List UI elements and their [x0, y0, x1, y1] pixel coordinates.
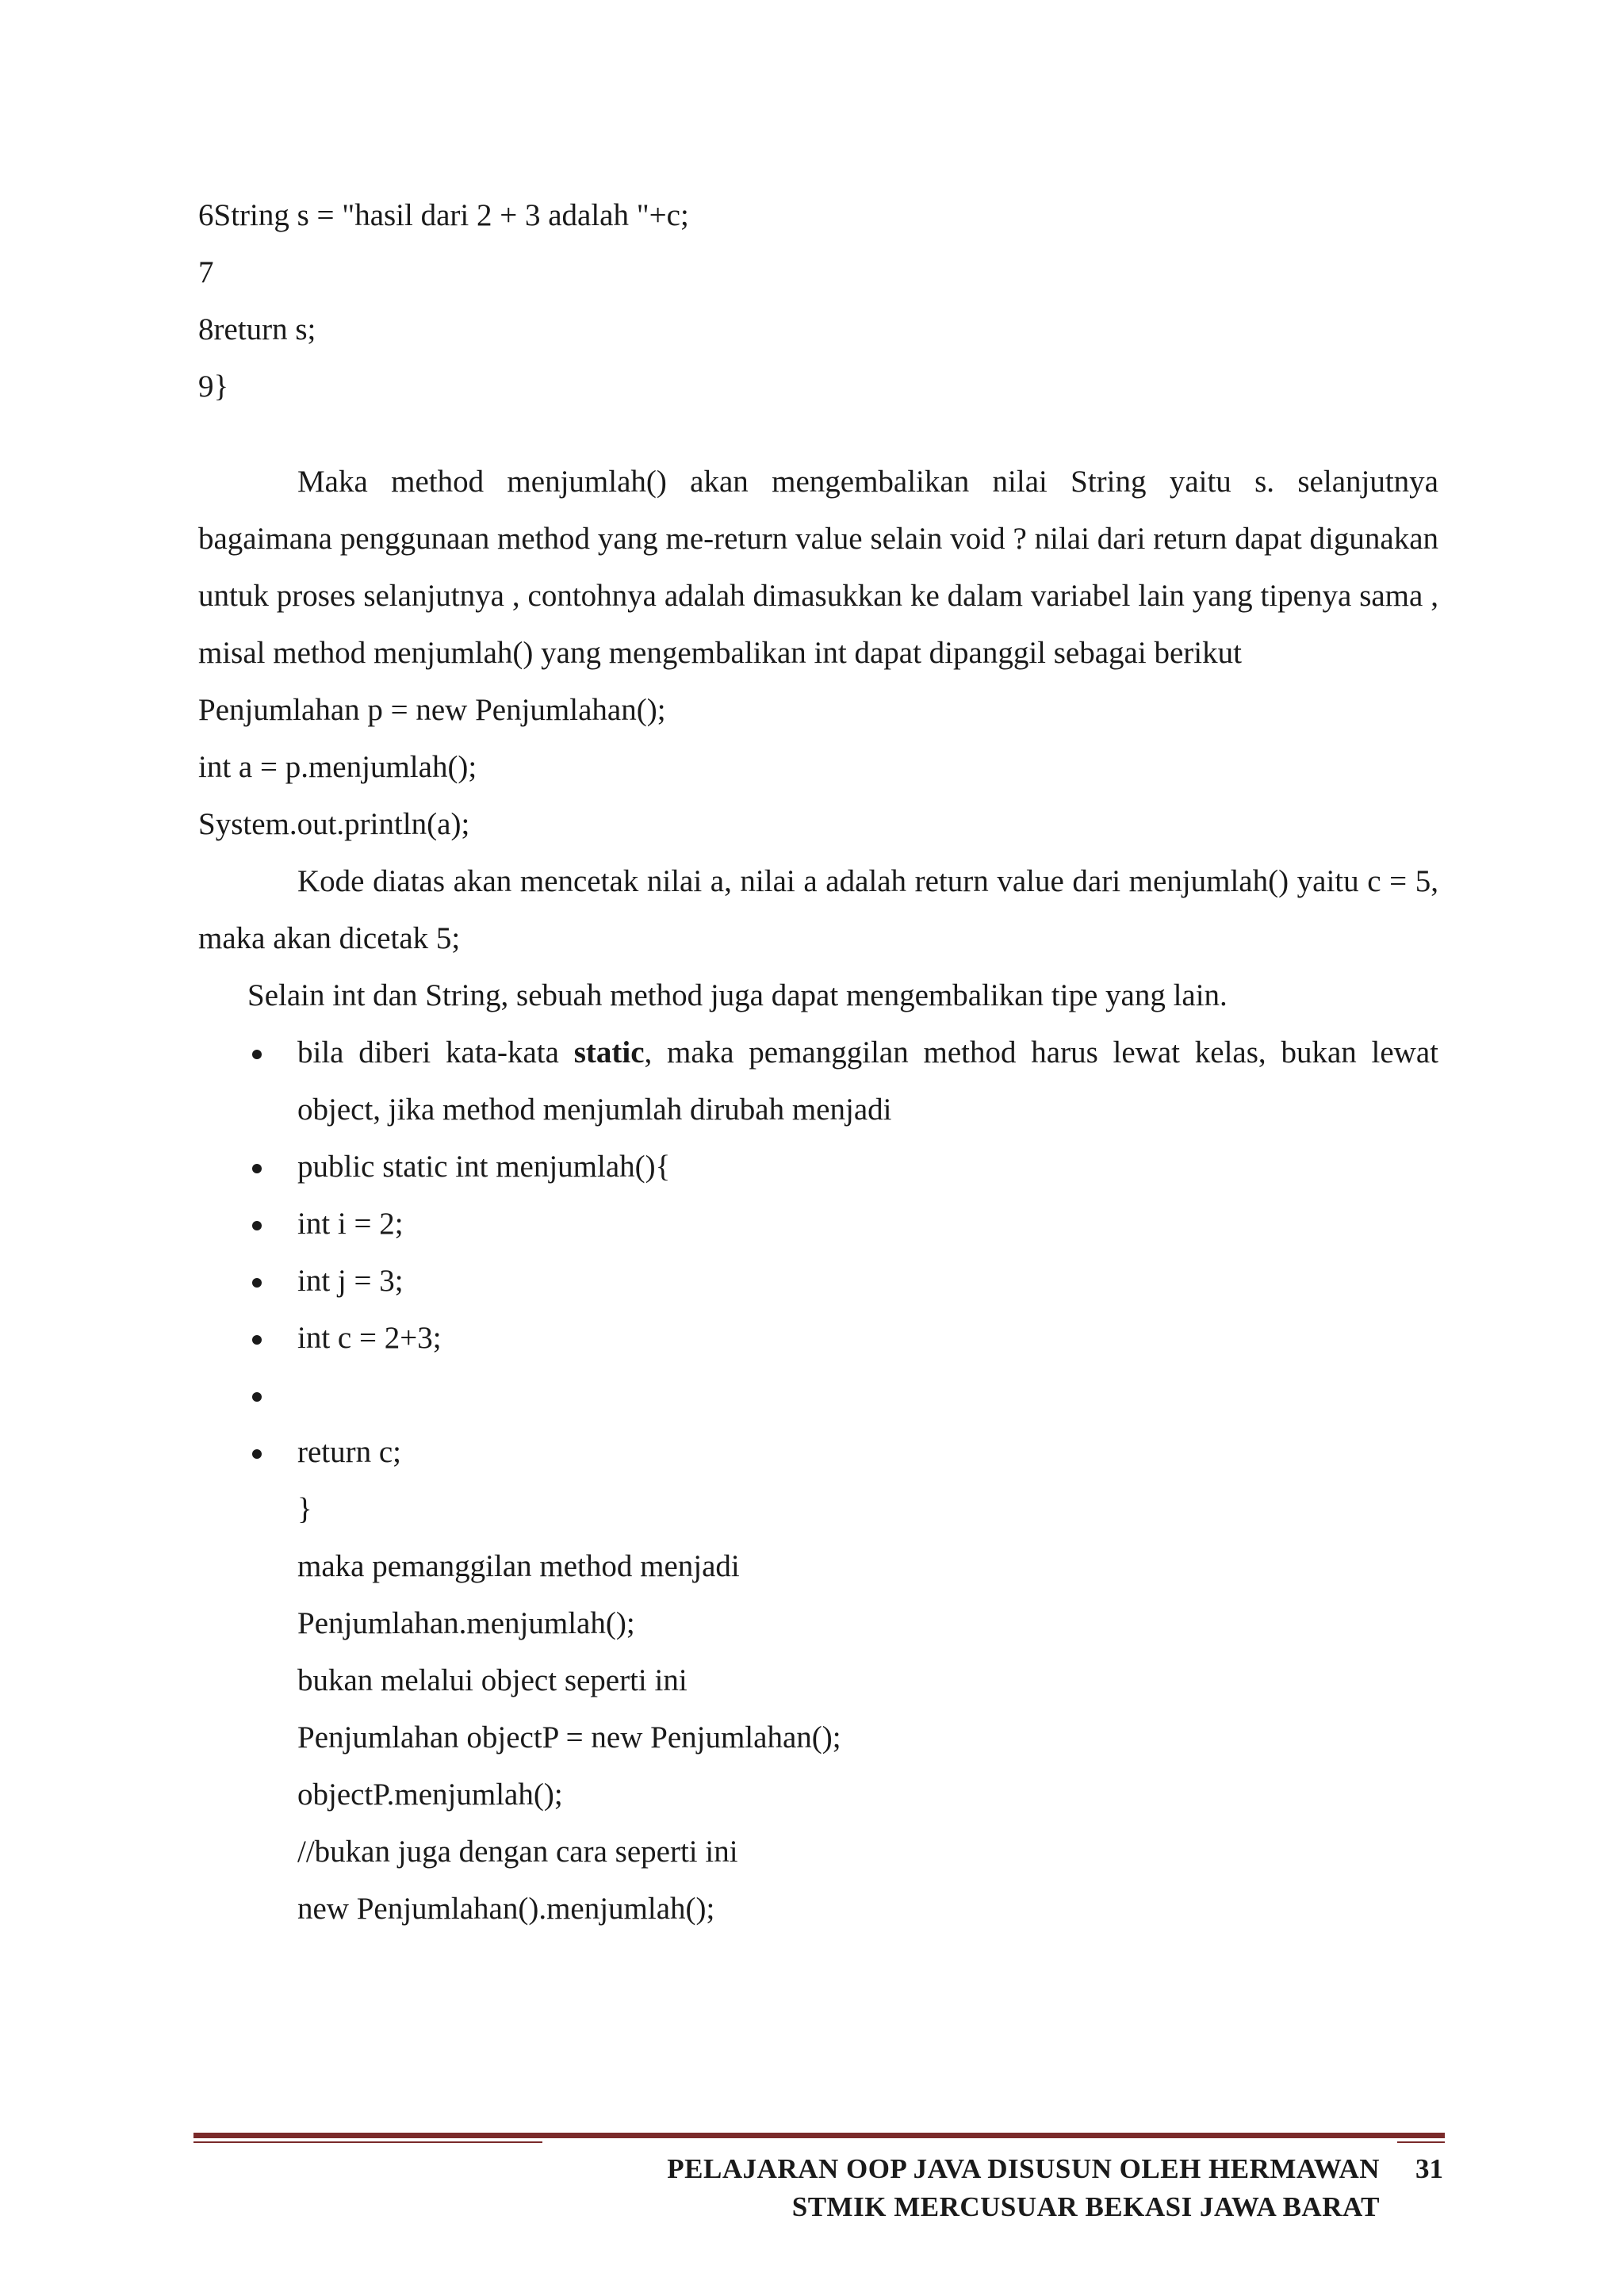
list-item-text: int c = 2+3; — [297, 1321, 442, 1355]
code-line: bukan melalui object seperti ini — [297, 1663, 688, 1697]
footer-text — [476, 2150, 1380, 2226]
code-line: Penjumlahan.menjumlah(); — [297, 1606, 635, 1640]
code-line: } — [297, 1492, 312, 1526]
list-item — [297, 1196, 1438, 1253]
code-line: 8return s; — [198, 312, 316, 346]
code-line: //bukan juga dengan cara seperti ini — [297, 1835, 738, 1869]
bullet-icon — [250, 1024, 266, 1081]
footer-line-1: PELAJARAN OOP JAVA DISUSUN OLEH HERMAWAN — [667, 2153, 1380, 2184]
bullet-icon — [250, 1253, 266, 1310]
footer-rule — [193, 2133, 1445, 2138]
list-item — [297, 1424, 1438, 1481]
code-line: objectP.menjumlah(); — [297, 1777, 563, 1812]
code-line: int a = p.menjumlah(); — [198, 750, 477, 784]
bullet-icon — [250, 1424, 266, 1481]
code-block-after-bullets — [198, 1481, 1438, 1938]
code-line: new Penjumlahan().menjumlah(); — [297, 1892, 715, 1926]
code-block-mid — [198, 682, 1438, 853]
paragraph-text: Maka method menjumlah() akan mengembalikan nilai String yaitu s. selanjutnya bagaimana penggunaan method yang me-return value selain void ? nilai dari return dapat digunakan untuk proses selanjutnya , contohnya adalah dimasukkan ke dalam variabel lain yang tipenya sama , misal method menjumlah() yang mengembalikan int dapat dipanggil sebagai berikut — [198, 465, 1438, 670]
bullet-icon — [250, 1196, 266, 1253]
bullet-icon — [250, 1367, 266, 1424]
page-number: 31 — [1415, 2153, 1443, 2184]
paragraph-return-string — [198, 453, 1438, 682]
list-item-text: return c; — [297, 1435, 402, 1469]
paragraph-text: Kode diatas akan mencetak nilai a, nilai a adalah return value dari menjumlah() yaitu c = 5, maka akan dicetak 5; — [198, 864, 1438, 955]
list-item — [297, 1253, 1438, 1310]
code-line: maka pemanggilan method menjadi — [297, 1549, 740, 1583]
bullet-icon — [250, 1310, 266, 1367]
list-item — [297, 1024, 1438, 1138]
footer-line-2: STMIK MERCUSUAR BEKASI JAWA BARAT — [791, 2191, 1380, 2222]
keyword-static: static — [573, 1035, 645, 1070]
footer-rule-thin — [1397, 2141, 1445, 2143]
paragraph-other-types — [198, 967, 1438, 1024]
paragraph-text: Selain int dan String, sebuah method juga dapat mengembalikan tipe yang lain. — [247, 978, 1228, 1012]
code-line: 6String s = "hasil dari 2 + 3 adalah "+c; — [198, 198, 689, 232]
code-block-top — [198, 187, 1438, 415]
list-item — [297, 1367, 1438, 1424]
code-line: Penjumlahan objectP = new Penjumlahan(); — [297, 1720, 841, 1755]
code-line: System.out.println(a); — [198, 807, 470, 841]
list-item-text: public static int menjumlah(){ — [297, 1150, 671, 1184]
list-item — [297, 1138, 1438, 1196]
list-item — [297, 1310, 1438, 1367]
code-line: 9} — [198, 369, 229, 404]
page-content — [198, 187, 1438, 1938]
bullet-icon — [250, 1138, 266, 1196]
list-item-text: , maka pemanggilan method harus lewat kelas, bukan lewat object, jika method menjumlah dirubah menjadi — [297, 1035, 1438, 1127]
code-line: 7 — [198, 255, 214, 289]
list-item-text: int i = 2; — [297, 1207, 404, 1241]
footer-rule-thin — [193, 2141, 542, 2143]
list-item-text: int j = 3; — [297, 1264, 404, 1298]
code-line: Penjumlahan p = new Penjumlahan(); — [198, 693, 666, 727]
list-item-text: bila diberi kata-kata — [297, 1035, 574, 1070]
bullet-list — [198, 1024, 1438, 1481]
paragraph-explanation — [198, 853, 1438, 967]
